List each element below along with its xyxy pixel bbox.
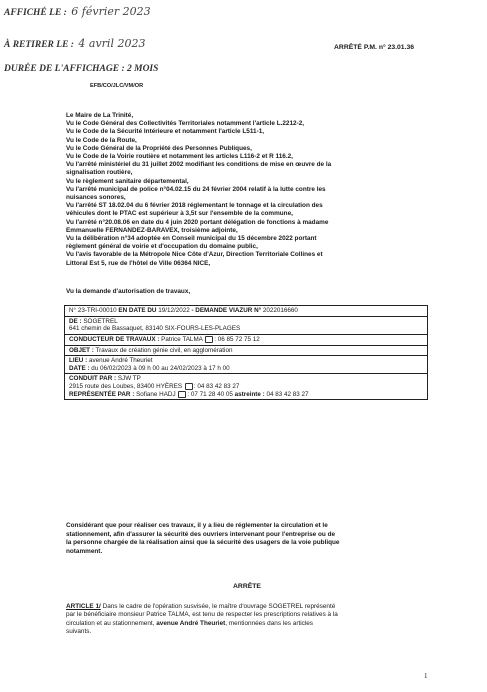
visa-line: Vu la délibération n°34 adoptée en Conseil municipal du 15 décembre 2022 portant (66, 235, 317, 243)
objet-value: Travaux de création génie civil, en agglomération (95, 346, 233, 354)
retirer-row (4, 34, 244, 50)
visa-line: Vu le Code de la Voirie routière et notamment les articles L116-2 et R 116.2, (66, 153, 293, 161)
rep-name: Sofiane HADJ (136, 390, 176, 398)
ref-number: N° 23-TRI-00010 (69, 307, 117, 314)
conducteur-name: Patrice TALMA (161, 335, 203, 343)
article-1-line1: Dans le cadre de l'opération susvisée, le maître d'ouvrage SOGETREL représenté (102, 603, 336, 610)
lieu-value: avenue André Theuriet (88, 357, 153, 365)
visa-line: Emmanuelle FERNANDEZ-BARAVEX, troisième adjointe, (66, 226, 238, 234)
box-ref-row (65, 306, 427, 317)
duree-row (4, 58, 244, 72)
demande-line: Vu la demande d'autorisation de travaux, (66, 288, 191, 295)
arrete-number: ARRÊTÉ P.M. n° 23.01.36 (334, 44, 415, 51)
visa-line: signalisation routière, (66, 169, 133, 177)
visa-line: règlement général de voirie et d'occupation du domaine public, (66, 243, 258, 251)
rep-label: REPRÉSENTÉE PAR : (69, 390, 135, 398)
visa-line: Vu le Code Général des Collectivités Territoriales notamment l'article L.2212-2, (66, 120, 305, 128)
ref-viazur: 2022016660 (262, 307, 298, 314)
lieu-label: LIEU : (69, 357, 88, 365)
box-objet-row (65, 346, 427, 357)
affiche-row (4, 2, 244, 18)
arrete-heading: ARRÊTE (233, 583, 261, 590)
article-1-line3c: , mentionnées dans les articles (225, 619, 314, 627)
phone-icon (178, 391, 186, 398)
de-name: SOGETREL (83, 317, 118, 325)
considerant-line: notamment. (66, 547, 103, 555)
visa-line: nuisances sonores, (66, 194, 126, 202)
visa-line: Le Maire de La Trinité, (66, 112, 134, 119)
phone-icon (185, 383, 193, 390)
affiche-label: AFFICHÉ LE : (4, 8, 67, 18)
posting-stamps (4, 2, 244, 72)
article-1-line4: suivants. (66, 627, 92, 635)
article-1-label: ARTICLE 1/ (66, 603, 101, 610)
astreinte-phone: 04 83 42 83 27 (266, 390, 309, 398)
conducteur-label: CONDUCTEUR DE TRAVAUX : (69, 335, 160, 343)
visa-line: Vu l'arrêté municipal de police n°04.02.15 du 24 février 2004 relatif à la lutte contre les (66, 185, 326, 193)
conducteur-phone: : 06 85 72 75 12 (214, 335, 260, 343)
visa-line: Littoral Est 5, rue de l'hôtel de Ville 06364 NICE, (66, 259, 211, 267)
date-label: DATE : (69, 364, 90, 372)
visa-line: Vu le Code de la Sécurité Intérieure et notamment l'article L511-1, (66, 128, 265, 136)
box-conduit-row (65, 374, 427, 399)
ref-viazur-label: - DEMANDE VIAZUR N° (191, 307, 262, 314)
astreinte-label: astreinte : (234, 390, 265, 398)
article-1-line2: par le bénéficiaire monsieur Patrice TALMA, est tenu de respecter les prescriptions relatives à la (66, 611, 338, 619)
article-1 (66, 603, 440, 636)
conduit-phone: : 04 83 42 83 27 (193, 383, 240, 391)
retirer-label: À RETIRER LE : (4, 40, 74, 50)
date-value: du 06/02/2023 à 09 h 00 au 24/02/2023 à 17 h 00 (91, 364, 230, 372)
visa-line: Vu l'arrêté ministériel du 31 juillet 2002 modifiant les conditions de mise en œuvre de la (66, 161, 332, 169)
duree-label: DURÉE DE L'AFFICHAGE : 2 MOIS (4, 64, 159, 74)
article-1-street: avenue André Theuriet (156, 619, 226, 627)
box-lieu-row (65, 356, 427, 374)
visa-line: Vu le Code Général de la Propriété des Personnes Publiques, (66, 144, 252, 152)
visa-list (66, 112, 438, 268)
retirer-date-handwritten: 4 avril 2023 (78, 37, 146, 50)
initials: EFB/CO/JLC/VM/OR (90, 83, 144, 89)
page-number: 1 (424, 672, 428, 680)
ref-date: 19/12/2022 (158, 307, 190, 314)
visa-line: Vu l'arrêté ST 18.02.04 du 6 février 2018 réglementant le tonnage et la circulation des (66, 202, 323, 210)
de-address: 641 chemin de Bassaquet, 83140 SIX-FOURS-LES-PLAGES (69, 325, 241, 333)
conduit-label: CONDUIT PAR : (69, 375, 117, 383)
visa-line: Vu l'arrêté n°20.08.06 en date du 4 juin 2020 portant délégation de fonctions à madame (66, 218, 329, 226)
visa-line: véhicules dont le PTAC est supérieur à 3,5t sur l'ensemble de la commune, (66, 210, 293, 218)
conduit-address: 2915 route des Loubes, 83400 HYÈRES (69, 383, 183, 391)
conduit-name: SJW TP (117, 375, 141, 383)
considerant-line: stationnement, afin d'assurer la sécurité des ouvriers intervenant pour l'entreprise ou de (66, 530, 336, 538)
considerant-line: Considérant que pour réaliser ces travaux, il y a lieu de réglementer la circulation et le (66, 522, 328, 529)
box-de-row (65, 317, 427, 335)
visa-line: Vu l'avis favorable de la Métropole Nice Côte d'Azur, Direction Territoriale Collines et (66, 251, 323, 259)
box-conducteur-row (65, 335, 427, 346)
request-box (64, 305, 428, 400)
considerant-paragraph (66, 522, 438, 556)
rep-phone: : 07 71 28 40 05 (187, 390, 233, 398)
ref-date-label: EN DATE DU (118, 307, 157, 314)
article-1-line3a: circulation et au stationnement, (66, 619, 155, 627)
phone-icon (205, 336, 213, 343)
de-label: DE : (69, 317, 82, 325)
visa-line: Vu le règlement sanitaire départemental, (66, 177, 189, 185)
objet-label: OBJET : (69, 346, 94, 354)
considerant-line: la personne chargée de la réalisation ainsi que la sécurité des usagers de la voie publique (66, 539, 340, 547)
affiche-date-handwritten: 6 février 2023 (71, 5, 151, 18)
visa-line: Vu le Code de la Route, (66, 136, 137, 144)
